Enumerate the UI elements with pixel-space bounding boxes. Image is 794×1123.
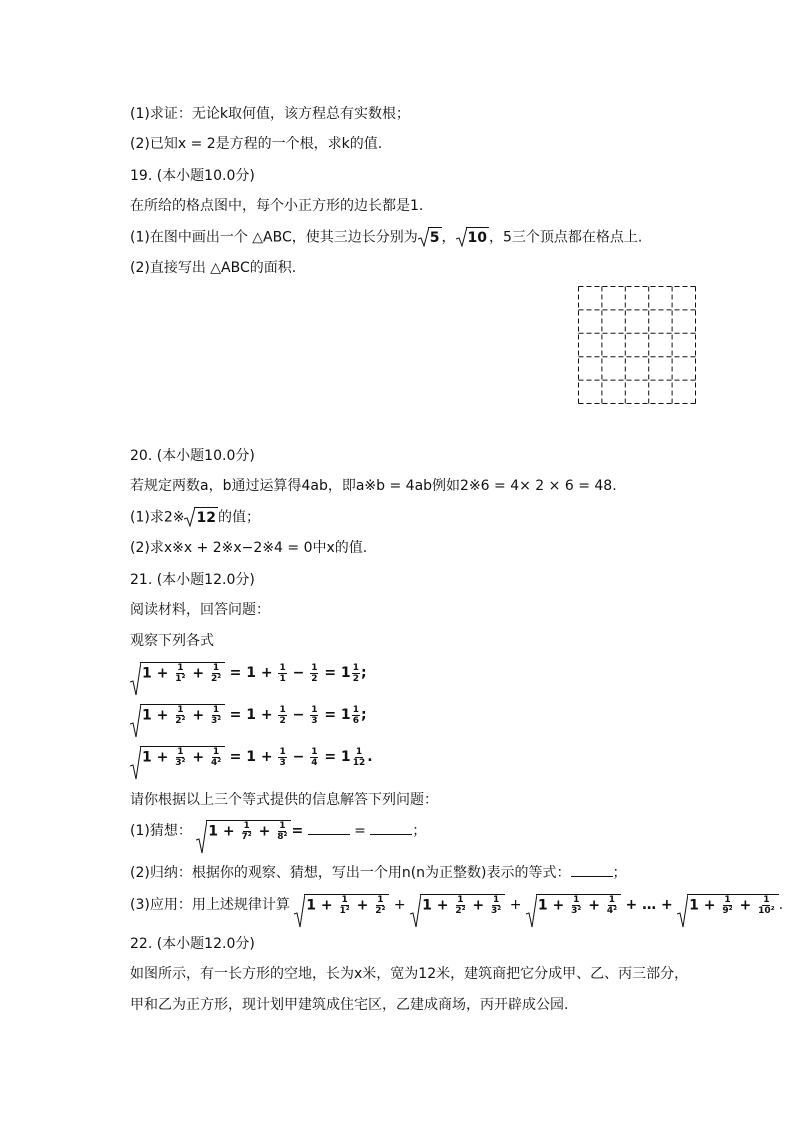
- sqrt-5: 5: [418, 227, 442, 248]
- q20-part2: (2)求x※x + 2※x−2※4 = 0中x的值.: [130, 540, 368, 556]
- lattice-grid: [578, 286, 696, 404]
- q22-line2: 甲和乙为正方形，现计划甲建筑成住宅区，乙建成商场，丙开辟成公园.: [130, 997, 569, 1013]
- q22-header: 22. (本小题12.0分): [130, 936, 255, 952]
- q18-part2: (2)已知x = 2是方程的一个根，求k的值.: [130, 136, 383, 152]
- q21-header: 21. (本小题12.0分): [130, 572, 255, 588]
- q21-part3: (3)应用：用上述规律计算 1 + $\frac{1}{\text{1²}}$ + $\frac{1}{\text{2²}}$ + 1 + $\frac{1}{\text{2²}}$ + $\frac{1}{\text{3²}}$ + 1 + $\frac{1}{\text{3²}}$ + $\frac{1}{\text{4²}}$ + … + 1 + $\frac{1}{\text{9²}}$ + $\frac{1}{\text{10²}}$ .: [130, 894, 783, 928]
- q22-line1: 如图所示，有一长方形的空地，长为x米，宽为12米，建筑商把它分成甲、乙、丙三部分，: [130, 966, 689, 982]
- q19-part2: (2)直接写出 △ABC的面积.: [130, 260, 297, 276]
- q20-header: 20. (本小题10.0分): [130, 448, 255, 464]
- q20-rule: 若规定两数a，b通过运算得4ab，即a※b = 4ab例如2※6 = 4× 2 × 6 = 48.: [130, 478, 617, 494]
- formula-2: 1 + $\frac{1}{\text{2²}}$ + $\frac{1}{\text{3²}}$ = 1 + $\frac{1}{2}$ − $\frac{1}{3}$ = 1 $\frac{1}{6}$ ;: [130, 704, 367, 738]
- sqrt-10: 10: [456, 227, 489, 248]
- q19-header: 19. (本小题10.0分): [130, 168, 255, 184]
- q21-observe: 观察下列各式: [130, 633, 214, 649]
- sqrt-12: 12: [184, 507, 217, 528]
- q21-intro: 阅读材料，回答问题：: [130, 602, 270, 618]
- q19-part1-text: (1)在图中画出一个 △ABC，使其三边长分别为: [130, 229, 418, 246]
- answer-blank-1[interactable]: [308, 820, 350, 835]
- formula-3: 1 + $\frac{1}{\text{3²}}$ + $\frac{1}{\text{4²}}$ = 1 + $\frac{1}{3}$ − $\frac{1}{4}$ = 1 $\frac{1}{12}$ .: [130, 746, 373, 780]
- q19-intro: 在所给的格点图中，每个小正方形的边长都是1.: [130, 198, 424, 214]
- answer-blank-3[interactable]: [571, 862, 613, 877]
- q19-part1: (1)在图中画出一个 △ABC，使其三边长分别为 5 ， 10 ，5三个顶点都在格点上.: [130, 227, 642, 248]
- answer-blank-2[interactable]: [370, 820, 412, 835]
- formula-1: 1 + $\frac{1}{\text{1²}}$ + $\frac{1}{\text{2²}}$ = 1 + $\frac{1}{1}$ − $\frac{1}{2}$ = 1 $\frac{1}{2}$ ;: [130, 662, 367, 696]
- q19-part1-end: ，5三个顶点都在格点上.: [489, 229, 643, 246]
- q20-part1: (1)求2※ 12 的值；: [130, 507, 260, 528]
- q21-part1: (1)猜想： 1 + $\frac{1}{\text{7²}}$ + $\frac{1}{\text{8²}}$ = = ；: [130, 820, 426, 854]
- q21-part2: (2)归纳：根据你的观察、猜想，写出一个用n(n为正整数)表示的等式： ；: [130, 862, 627, 883]
- q18-part1: (1)求证：无论k取何值，该方程总有实数根；: [130, 106, 410, 122]
- q21-ask: 请你根据以上三个等式提供的信息解答下列问题：: [130, 792, 438, 808]
